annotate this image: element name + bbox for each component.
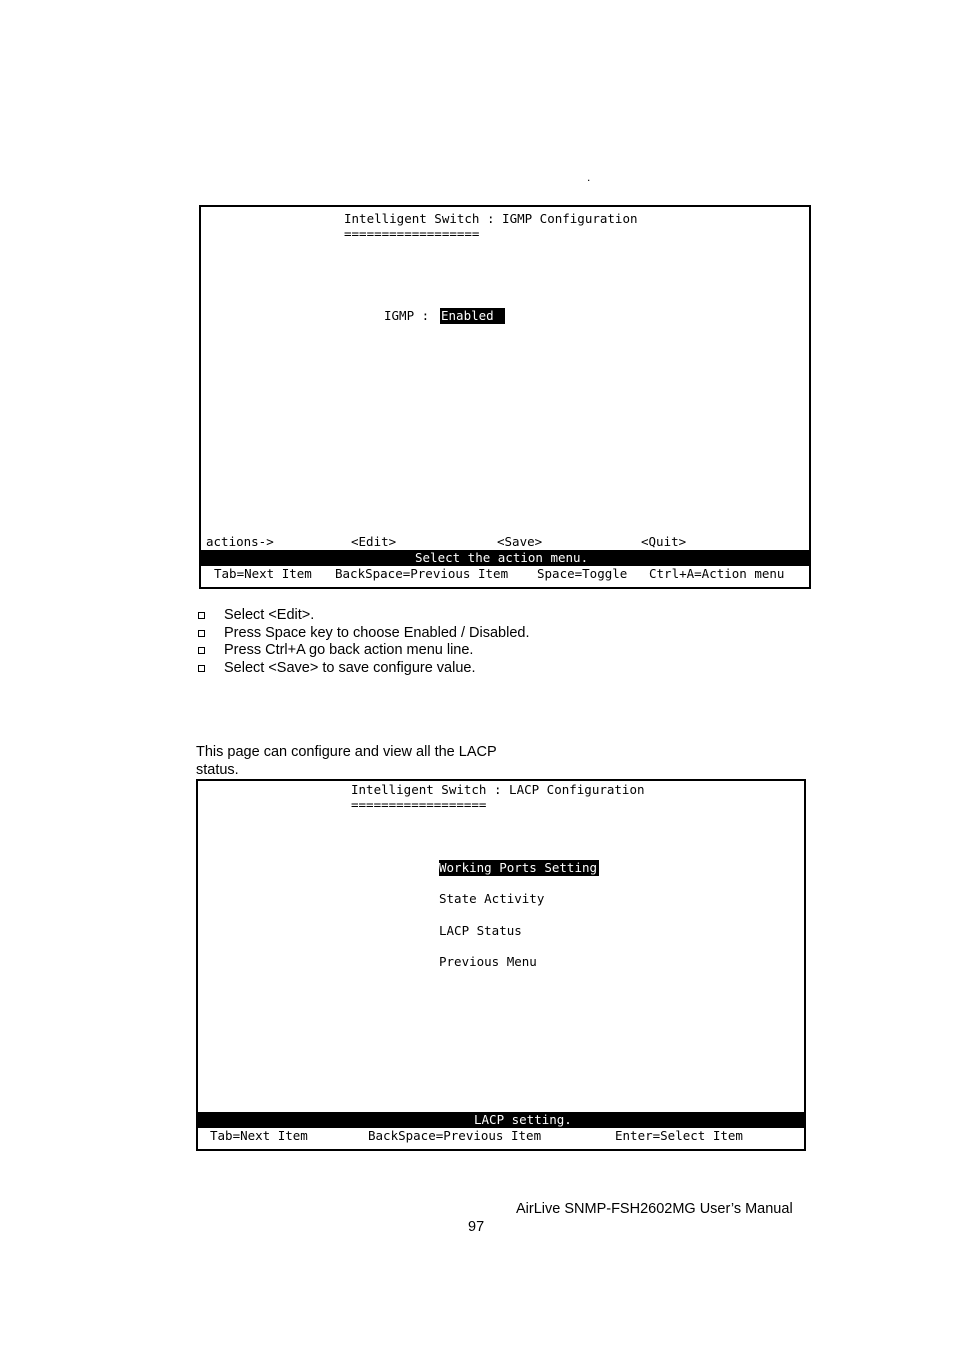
lacp-help-tab: Tab=Next Item [210, 1128, 308, 1143]
page-number: 97 [468, 1219, 485, 1235]
edit-action[interactable]: <Edit> [351, 534, 397, 549]
lacp-status-bar [198, 1112, 804, 1128]
menu-item-lacp-status[interactable]: LACP Status [439, 923, 522, 938]
igmp-status-bar [201, 550, 809, 566]
lacp-status-text: LACP setting. [474, 1112, 572, 1127]
menu-item-working-ports-setting[interactable]: Working Ports Setting [439, 860, 598, 875]
lacp-help-enter: Enter=Select Item [615, 1128, 743, 1143]
save-action[interactable]: <Save> [497, 534, 543, 549]
checkbox-bullet-icon [198, 612, 205, 619]
checkbox-bullet-icon [198, 665, 205, 672]
lacp-terminal-screen [196, 779, 806, 1151]
checkbox-bullet-icon [198, 647, 205, 654]
igmp-title-underline: ================== [344, 226, 480, 241]
top-dot: . [587, 170, 591, 184]
checkbox-bullet-icon [198, 630, 205, 637]
lacp-screen-title: Intelligent Switch : LACP Configuration [351, 782, 645, 797]
igmp-screen-title: Intelligent Switch : IGMP Configuration [344, 211, 638, 226]
lacp-help-backspace: BackSpace=Previous Item [368, 1128, 542, 1143]
igmp-field-value[interactable]: Enabled [440, 308, 505, 324]
igmp-terminal-screen [199, 205, 811, 589]
menu-item-state-activity[interactable]: State Activity [439, 891, 545, 906]
instruction-item: Select <Save> to save configure value. [196, 660, 796, 678]
actions-label: actions-> [206, 534, 274, 549]
manual-title: AirLive SNMP-FSH2602MG User’s Manual [516, 1201, 793, 1217]
help-backspace: BackSpace=Previous Item [335, 566, 509, 581]
help-tab: Tab=Next Item [214, 566, 312, 581]
instruction-item: Select <Edit>. [196, 607, 796, 625]
igmp-field-label: IGMP : [384, 308, 430, 323]
menu-item-previous-menu[interactable]: Previous Menu [439, 954, 537, 969]
lacp-title-underline: ================== [351, 797, 487, 812]
help-ctrl-a: Ctrl+A=Action menu [649, 566, 785, 581]
quit-action[interactable]: <Quit> [641, 534, 687, 549]
igmp-status-text: Select the action menu. [415, 550, 589, 565]
lacp-intro-line-2: status. [196, 762, 239, 778]
lacp-intro-line-1: This page can configure and view all the LACP [196, 744, 497, 760]
instruction-item: Press Ctrl+A go back action menu line. [196, 642, 796, 660]
help-space: Space=Toggle [537, 566, 628, 581]
instruction-item: Press Space key to choose Enabled / Disabled. [196, 625, 796, 643]
instruction-list [196, 607, 796, 677]
